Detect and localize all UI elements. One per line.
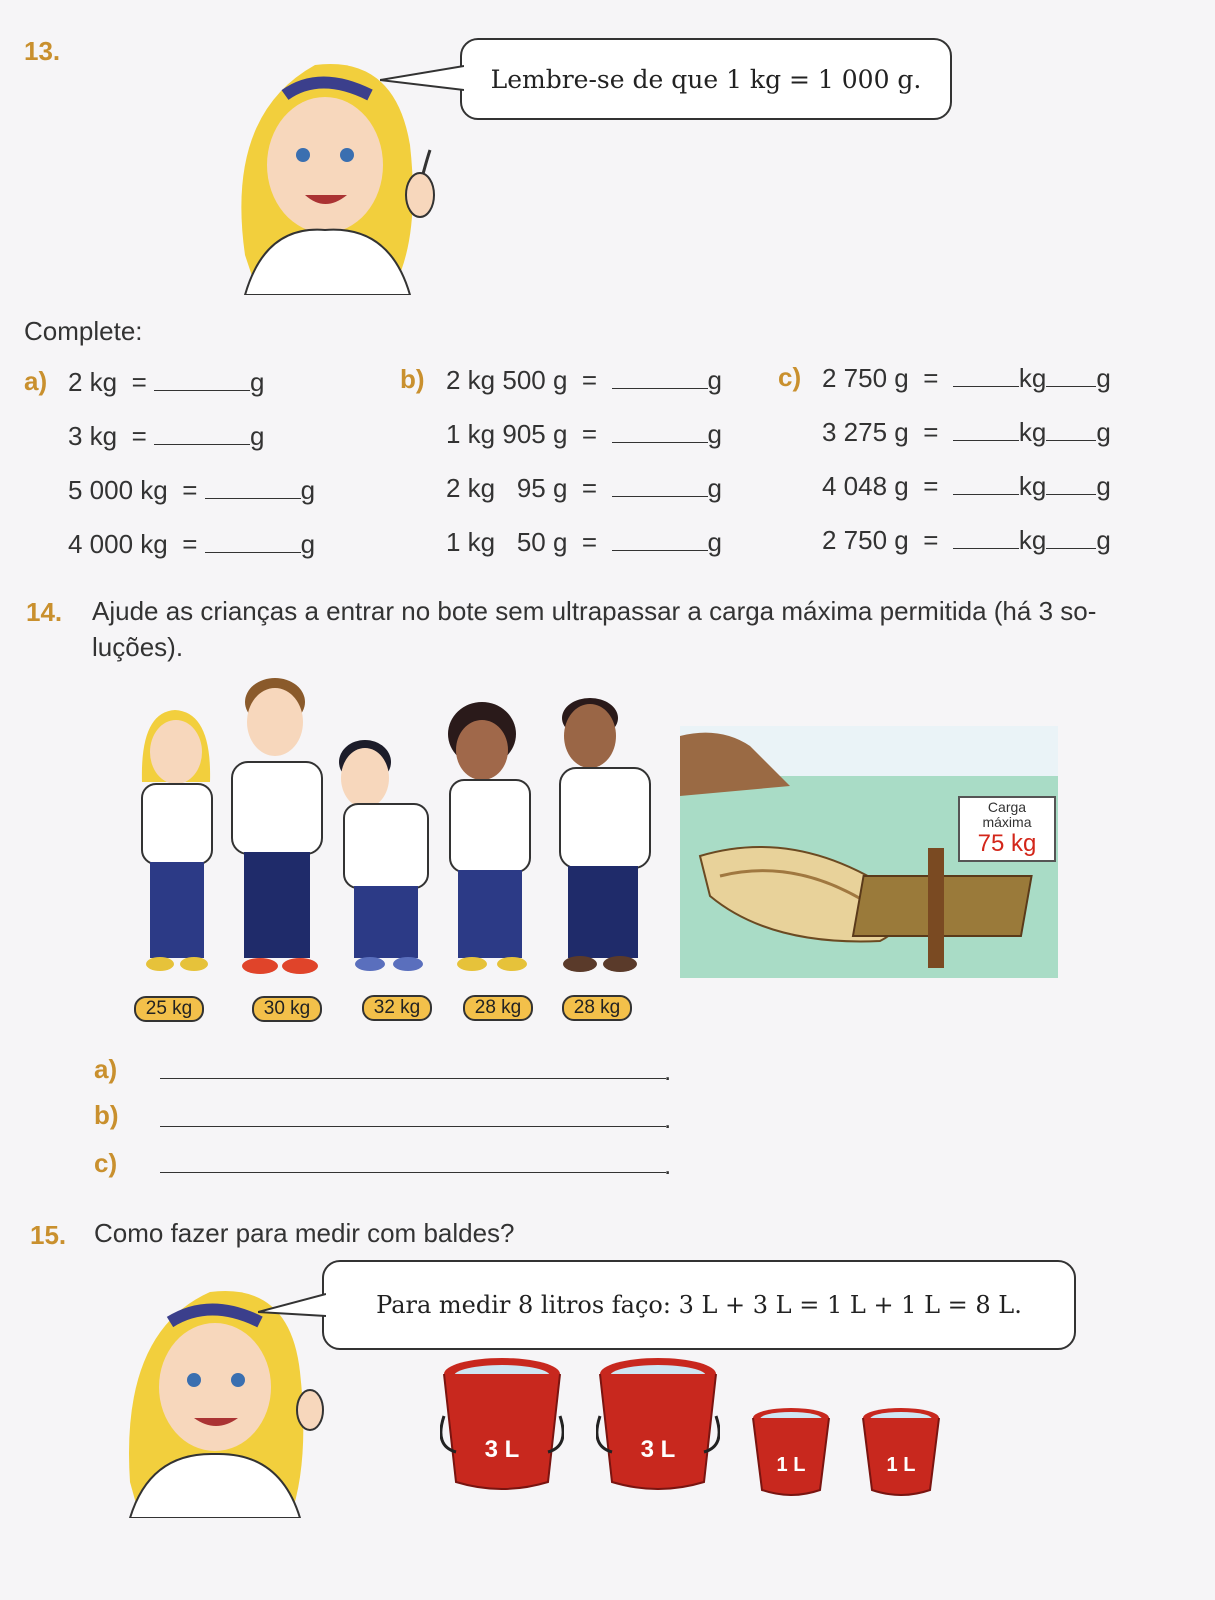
answer-blank[interactable] <box>154 366 250 391</box>
bucket-label: 3 L <box>484 1436 520 1463</box>
speech-bubble-13-tail <box>380 62 464 96</box>
equals-sign: = <box>182 529 198 559</box>
unit-g: g <box>300 529 316 559</box>
unit-g: g <box>300 475 316 505</box>
col-c-value-2: 3 275 g <box>822 417 909 447</box>
unit-g: g <box>1096 417 1111 447</box>
col-b-row-3 <box>446 472 722 504</box>
speech-bubble-15-text: Para medir 8 litros faço: 3 L + 3 L = 1 L + 1 L = 8 L. <box>376 1291 1022 1319</box>
max-load-sign <box>958 796 1056 862</box>
bucket-icon <box>440 1356 564 1490</box>
col-c-row-1 <box>822 362 1111 394</box>
unit-g: g <box>707 473 722 503</box>
answer-c-letter: c) <box>94 1148 118 1178</box>
child-4 <box>448 702 530 971</box>
col-a-row-3 <box>68 474 315 506</box>
answer-blank-g[interactable] <box>1046 362 1096 387</box>
equals-sign: = <box>131 367 147 397</box>
col-b-value-1: 2 kg 500 g <box>446 365 568 395</box>
child-5 <box>560 698 650 972</box>
col-a-row-2 <box>68 420 265 452</box>
question-13-number: 13. <box>24 36 61 66</box>
sign-value: 75 kg <box>977 830 1037 857</box>
equals-sign: = <box>923 417 939 447</box>
col-a-value-4: 4 000 kg <box>68 529 168 559</box>
question-14-number: 14. <box>26 597 63 627</box>
unit-g: g <box>1096 525 1111 555</box>
bucket-3l-2 <box>596 1356 720 1490</box>
unit-g: g <box>707 419 722 449</box>
question-15-text: Como fazer para medir com baldes? <box>94 1218 515 1248</box>
sign-line2: máxima <box>982 814 1032 830</box>
col-c-row-2 <box>822 416 1111 448</box>
bucket-1l-2 <box>860 1406 942 1496</box>
answer-blank[interactable] <box>612 364 708 389</box>
speech-bubble-13 <box>460 38 952 120</box>
answer-b-dot: . <box>664 1104 672 1134</box>
answer-blank-kg[interactable] <box>953 362 1019 387</box>
speech-bubble-15-tail <box>258 1290 326 1322</box>
col-a-value-2: 3 kg <box>68 421 118 451</box>
unit-kg: kg <box>1018 525 1047 555</box>
answer-c-dot: . <box>664 1150 672 1180</box>
equals-sign: = <box>581 473 598 503</box>
col-c-row-3 <box>822 470 1111 502</box>
weight-tag-1: 25 kg <box>134 996 204 1022</box>
child-2 <box>232 678 322 974</box>
unit-g: g <box>1096 363 1111 393</box>
unit-kg: kg <box>1018 363 1047 393</box>
weight-tag-4: 28 kg <box>463 995 533 1021</box>
bucket-icon <box>750 1406 832 1496</box>
weight-tag-2: 30 kg <box>252 996 322 1022</box>
col-b-value-2: 1 kg 905 g <box>446 419 568 449</box>
equals-sign: = <box>581 419 598 449</box>
weight-tag-5: 28 kg <box>562 995 632 1021</box>
unit-g: g <box>250 367 265 397</box>
unit-g: g <box>707 527 722 557</box>
children-illustration <box>120 672 680 992</box>
equals-sign: = <box>923 471 939 501</box>
equals-sign: = <box>182 475 198 505</box>
answer-blank[interactable] <box>612 472 708 497</box>
question-14-text-line1: Ajude as crianças a entrar no bote sem ultrapassar a carga máxima permitida (há 3 so- <box>92 596 1097 626</box>
col-c-value-1: 2 750 g <box>822 363 909 393</box>
complete-instruction: Complete: <box>24 316 143 346</box>
answer-blank-g[interactable] <box>1046 416 1096 441</box>
answer-b-letter: b) <box>94 1100 119 1130</box>
equals-sign: = <box>581 527 598 557</box>
col-b-value-3: 2 kg 95 g <box>446 473 568 503</box>
unit-g: g <box>250 421 265 451</box>
bucket-icon <box>860 1406 942 1496</box>
bucket-icon <box>596 1356 720 1490</box>
answer-b-line[interactable] <box>160 1126 666 1127</box>
col-b-value-4: 1 kg 50 g <box>446 527 568 557</box>
col-a-value-3: 5 000 kg <box>68 475 168 505</box>
answer-a-letter: a) <box>94 1054 118 1084</box>
sign-line1: Carga <box>987 799 1027 815</box>
answer-blank[interactable] <box>612 526 708 551</box>
answer-blank[interactable] <box>205 528 301 553</box>
answer-c-line[interactable] <box>160 1172 666 1173</box>
equals-sign: = <box>923 525 939 555</box>
question-14-text-line2: luções). <box>92 632 184 662</box>
answer-blank-kg[interactable] <box>953 470 1019 495</box>
unit-kg: kg <box>1018 417 1047 447</box>
child-3 <box>339 740 428 971</box>
answer-a-line[interactable] <box>160 1078 666 1079</box>
col-a-letter: a) <box>24 366 48 396</box>
col-c-value-4: 2 750 g <box>822 525 909 555</box>
bucket-1l-1 <box>750 1406 832 1496</box>
speech-bubble-13-text: Lembre-se de que 1 kg = 1 000 g. <box>490 64 922 94</box>
bucket-label: 1 L <box>886 1454 916 1476</box>
col-a-row-1 <box>68 366 265 398</box>
col-c-row-4 <box>822 524 1111 556</box>
answer-blank-g[interactable] <box>1046 524 1096 549</box>
equals-sign: = <box>923 363 939 393</box>
col-c-letter: c) <box>778 362 802 392</box>
answer-blank-kg[interactable] <box>953 416 1019 441</box>
col-b-row-1 <box>446 364 722 396</box>
answer-blank[interactable] <box>205 474 301 499</box>
answer-blank[interactable] <box>612 418 708 443</box>
col-b-row-2 <box>446 418 722 450</box>
bucket-label: 3 L <box>640 1436 676 1463</box>
col-a-row-4 <box>68 528 315 560</box>
child-1 <box>142 710 212 971</box>
unit-kg: kg <box>1018 471 1047 501</box>
bucket-3l-1 <box>440 1356 564 1490</box>
col-a-value-1: 2 kg <box>68 367 118 397</box>
col-c-value-3: 4 048 g <box>822 471 909 501</box>
answer-blank-kg[interactable] <box>953 524 1019 549</box>
unit-g: g <box>707 365 722 395</box>
weight-tag-3: 32 kg <box>362 995 432 1021</box>
equals-sign: = <box>131 421 147 451</box>
unit-g: g <box>1096 471 1111 501</box>
answer-blank[interactable] <box>154 420 250 445</box>
col-b-letter: b) <box>400 364 425 394</box>
answer-blank-g[interactable] <box>1046 470 1096 495</box>
question-15-number: 15. <box>30 1220 67 1250</box>
equals-sign: = <box>581 365 598 395</box>
col-b-row-4 <box>446 526 722 558</box>
bucket-label: 1 L <box>776 1454 806 1476</box>
speech-bubble-15 <box>322 1260 1076 1350</box>
answer-a-dot: . <box>664 1056 672 1086</box>
